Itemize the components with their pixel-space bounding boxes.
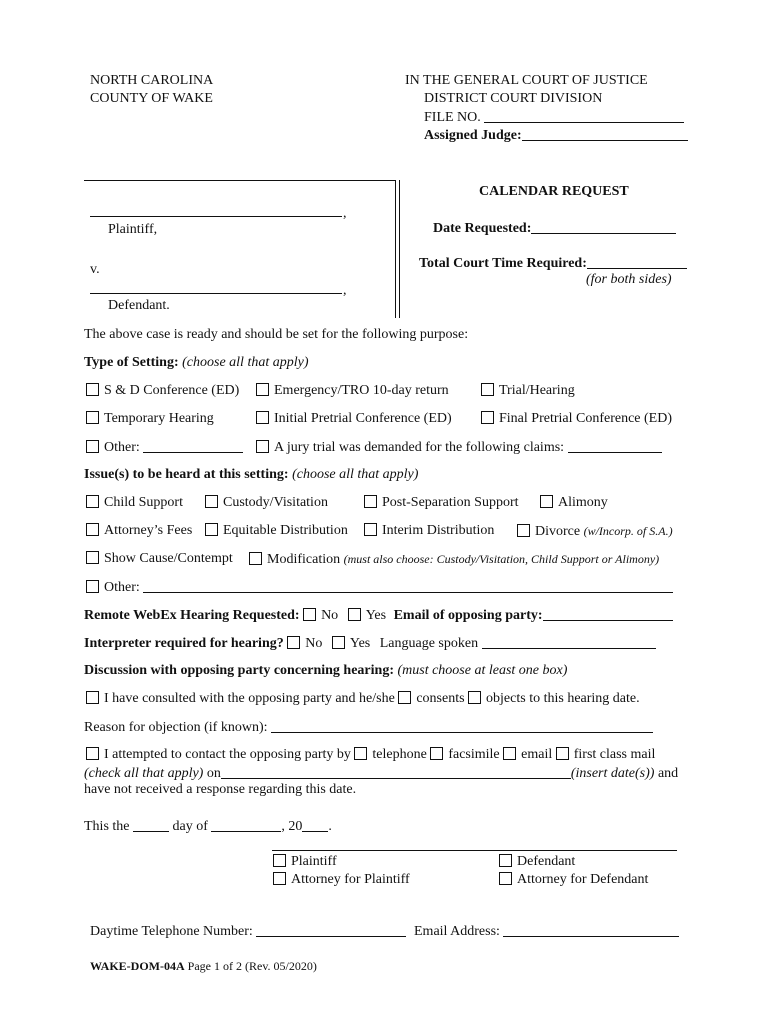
- attempted-label: I attempted to contact the opposing party by: [104, 747, 351, 762]
- email-field[interactable]: [503, 923, 679, 937]
- interpreter-no-checkbox[interactable]: [287, 636, 300, 649]
- temporary-checkbox[interactable]: [86, 411, 99, 424]
- no-response-text: have not received a response regarding this date.: [84, 782, 357, 797]
- jury-label: A jury trial was demanded for the following claims:: [274, 440, 565, 455]
- option-sig-plaintiff[interactable]: [273, 854, 337, 870]
- temporary-label: Temporary Hearing: [104, 411, 214, 426]
- discussion-label: Discussion with opposing party concerning hearing:: [84, 663, 394, 678]
- sig-attorney-plaintiff-label: Attorney for Plaintiff: [291, 872, 410, 887]
- child-support-checkbox[interactable]: [86, 495, 99, 508]
- trial-label: Trial/Hearing: [499, 383, 575, 398]
- attorneys-fees-checkbox[interactable]: [86, 523, 99, 536]
- opposing-email-label: Email of opposing party:: [393, 608, 543, 623]
- consulted-row: [86, 691, 640, 707]
- issues-hint: (choose all that apply): [292, 467, 419, 482]
- other-issue-field[interactable]: [143, 579, 673, 593]
- total-time-field[interactable]: [587, 255, 687, 269]
- divorce-label: Divorce: [535, 524, 581, 539]
- attempted-checkbox[interactable]: [86, 747, 99, 760]
- other-issue-label: Other:: [104, 580, 140, 595]
- day-field[interactable]: [133, 818, 169, 832]
- telephone-label: telephone: [372, 747, 427, 762]
- discussion-hint: (must choose at least one box): [397, 663, 568, 678]
- plaintiff-name-line[interactable]: [90, 216, 342, 217]
- post-separation-label: Post-Separation Support: [382, 495, 519, 510]
- judge-field[interactable]: [522, 127, 688, 141]
- modification-note: (must also choose: Custody/Visitation, Child Support or Alimony): [343, 552, 660, 566]
- caption-right-rule-1: [395, 180, 396, 318]
- phone-label: Daytime Telephone Number:: [90, 924, 253, 939]
- attempt-dates-field[interactable]: [221, 765, 571, 779]
- option-attorneys-fees[interactable]: [86, 523, 192, 539]
- attorneys-fees-label: Attorney’s Fees: [104, 523, 193, 538]
- emergency-label: Emergency/TRO 10-day return: [274, 383, 449, 398]
- option-final-pretrial[interactable]: [481, 411, 672, 427]
- defendant-name-line[interactable]: [90, 293, 342, 294]
- other-setting-checkbox[interactable]: [86, 440, 99, 453]
- telephone-checkbox[interactable]: [354, 747, 367, 760]
- jury-claims-field[interactable]: [568, 439, 662, 453]
- day-of-label: day of: [172, 819, 208, 834]
- sd-conference-checkbox[interactable]: [86, 383, 99, 396]
- other-issue-checkbox[interactable]: [86, 580, 99, 593]
- final-pretrial-label: Final Pretrial Conference (ED): [499, 411, 672, 426]
- option-child-support[interactable]: [86, 495, 183, 511]
- other-setting-label: Other:: [104, 440, 140, 455]
- caption-right-rule-2: [399, 180, 400, 318]
- email-label: Email Address:: [414, 924, 500, 939]
- equitable-label: Equitable Distribution: [223, 523, 348, 538]
- phone-field[interactable]: [256, 923, 406, 937]
- initial-pretrial-label: Initial Pretrial Conference (ED): [274, 411, 452, 426]
- initial-pretrial-checkbox[interactable]: [256, 411, 269, 424]
- year-prefix: 20: [288, 819, 303, 834]
- this-the-label: This the: [84, 819, 130, 834]
- facsimile-label: facsimile: [448, 747, 500, 762]
- option-other-issue[interactable]: [86, 579, 673, 596]
- option-sig-attorney-defendant[interactable]: [499, 872, 648, 888]
- remote-yes-label: Yes: [365, 608, 387, 623]
- option-trial[interactable]: [481, 383, 575, 399]
- alimony-checkbox[interactable]: [540, 495, 553, 508]
- option-sd-conference[interactable]: [86, 383, 239, 399]
- discussion-heading: [84, 663, 567, 679]
- division-label: DISTRICT COURT DIVISION: [424, 91, 603, 106]
- option-interim[interactable]: [364, 523, 494, 539]
- phone-row: [90, 923, 406, 940]
- jury-checkbox[interactable]: [256, 440, 269, 453]
- option-alimony[interactable]: [540, 495, 608, 511]
- interim-label: Interim Distribution: [382, 523, 495, 538]
- date-line: This the day of , 20 .: [84, 819, 332, 834]
- interpreter-label: Interpreter required for hearing?: [84, 636, 284, 651]
- on-label: on: [206, 766, 221, 781]
- page-info: Page 1 of 2 (Rev. 05/2020): [187, 959, 317, 973]
- custody-label: Custody/Visitation: [223, 495, 328, 510]
- reason-row: [84, 719, 653, 736]
- post-separation-checkbox[interactable]: [364, 495, 377, 508]
- option-other-setting[interactable]: [86, 439, 243, 456]
- option-post-separation[interactable]: [364, 495, 519, 511]
- year-field[interactable]: [302, 818, 328, 832]
- month-field[interactable]: [211, 818, 281, 832]
- remote-label: Remote WebEx Hearing Requested:: [84, 608, 300, 623]
- divorce-checkbox[interactable]: [517, 524, 530, 537]
- and-label: and: [657, 766, 679, 781]
- remote-row: [84, 607, 673, 624]
- option-show-cause[interactable]: [86, 551, 233, 567]
- date-period: .: [328, 819, 332, 834]
- language-label: Language spoken: [379, 636, 479, 651]
- form-id: WAKE-DOM-04A: [90, 959, 185, 973]
- equitable-checkbox[interactable]: [205, 523, 218, 536]
- email-method-label: email: [521, 747, 553, 762]
- reason-field[interactable]: [271, 719, 653, 733]
- versus-label: v.: [90, 262, 100, 277]
- first-class-label: first class mail: [573, 747, 656, 762]
- option-temporary[interactable]: [86, 411, 214, 427]
- date-requested-row: [433, 220, 676, 237]
- modification-checkbox[interactable]: [249, 552, 262, 565]
- opposing-email-field[interactable]: [543, 607, 673, 621]
- judge-row: [424, 127, 688, 144]
- issues-label: Issue(s) to be heard at this setting:: [84, 467, 289, 482]
- consents-checkbox[interactable]: [398, 691, 411, 704]
- sig-plaintiff-checkbox[interactable]: [273, 854, 286, 867]
- show-cause-checkbox[interactable]: [86, 551, 99, 564]
- interpreter-yes-checkbox[interactable]: [332, 636, 345, 649]
- sig-attorney-defendant-checkbox[interactable]: [499, 872, 512, 885]
- intro-text: The above case is ready and should be set for the following purpose:: [84, 327, 469, 342]
- sig-defendant-checkbox[interactable]: [499, 854, 512, 867]
- final-pretrial-checkbox[interactable]: [481, 411, 494, 424]
- trial-checkbox[interactable]: [481, 383, 494, 396]
- option-modification[interactable]: [249, 551, 659, 568]
- first-class-checkbox[interactable]: [556, 747, 569, 760]
- plaintiff-label: Plaintiff,: [108, 222, 158, 237]
- objects-label: objects to this hearing date.: [486, 691, 640, 706]
- judge-label: Assigned Judge:: [424, 128, 522, 143]
- insert-dates-note: (insert date(s)): [570, 766, 655, 781]
- option-sig-attorney-plaintiff[interactable]: [273, 872, 410, 888]
- option-emergency[interactable]: [256, 383, 449, 399]
- other-setting-field[interactable]: [143, 439, 243, 453]
- footer: [90, 958, 317, 974]
- court-label: IN THE GENERAL COURT OF JUSTICE: [405, 73, 648, 88]
- sig-defendant-label: Defendant: [517, 854, 576, 869]
- language-field[interactable]: [482, 635, 656, 649]
- remote-no-checkbox[interactable]: [303, 608, 316, 621]
- county-label: COUNTY OF WAKE: [90, 91, 213, 106]
- option-jury[interactable]: [256, 439, 662, 456]
- consulted-label: I have consulted with the opposing party and he/she: [104, 691, 395, 706]
- modification-label: Modification: [267, 552, 341, 567]
- alimony-label: Alimony: [558, 495, 608, 510]
- file-no-row: [424, 109, 684, 126]
- both-sides-note: (for both sides): [586, 272, 672, 287]
- issues-heading: [84, 467, 418, 483]
- reason-label: Reason for objection (if known):: [84, 720, 268, 735]
- interpreter-yes-label: Yes: [349, 636, 371, 651]
- option-equitable[interactable]: [205, 523, 348, 539]
- remote-no-label: No: [321, 608, 339, 623]
- signature-line[interactable]: [272, 850, 677, 851]
- interim-checkbox[interactable]: [364, 523, 377, 536]
- file-no-label: FILE NO.: [424, 110, 481, 125]
- file-no-field[interactable]: [484, 109, 684, 123]
- objects-checkbox[interactable]: [468, 691, 481, 704]
- sig-attorney-plaintiff-checkbox[interactable]: [273, 872, 286, 885]
- consents-label: consents: [416, 691, 465, 706]
- defendant-comma: ,: [343, 283, 347, 298]
- total-time-label: Total Court Time Required:: [419, 256, 587, 271]
- plaintiff-comma: ,: [343, 206, 347, 221]
- page-title: CALENDAR REQUEST: [479, 184, 629, 199]
- option-initial-pretrial[interactable]: [256, 411, 452, 427]
- child-support-label: Child Support: [104, 495, 183, 510]
- email-row: [414, 923, 679, 940]
- interpreter-no-label: No: [305, 636, 323, 651]
- option-sig-defendant[interactable]: [499, 854, 575, 870]
- remote-yes-checkbox[interactable]: [348, 608, 361, 621]
- show-cause-label: Show Cause/Contempt: [104, 551, 233, 566]
- option-divorce[interactable]: [517, 523, 673, 540]
- interpreter-row: [84, 635, 656, 652]
- attempted-dates-row: [84, 765, 678, 782]
- consulted-checkbox[interactable]: [86, 691, 99, 704]
- date-requested-label: Date Requested:: [433, 221, 532, 236]
- date-requested-field[interactable]: [531, 220, 676, 234]
- sig-plaintiff-label: Plaintiff: [291, 854, 337, 869]
- divorce-note: (w/Incorp. of S.A.): [583, 524, 673, 538]
- defendant-label: Defendant.: [108, 298, 170, 313]
- caption-top-rule: [84, 180, 396, 181]
- state-label: NORTH CAROLINA: [90, 73, 214, 88]
- facsimile-checkbox[interactable]: [430, 747, 443, 760]
- type-setting-label: Type of Setting:: [84, 355, 179, 370]
- sd-conference-label: S & D Conference (ED): [104, 383, 240, 398]
- email-checkbox[interactable]: [503, 747, 516, 760]
- total-time-row: [419, 255, 687, 272]
- check-all-note: (check all that apply): [84, 766, 204, 781]
- custody-checkbox[interactable]: [205, 495, 218, 508]
- option-custody[interactable]: [205, 495, 328, 511]
- emergency-checkbox[interactable]: [256, 383, 269, 396]
- type-setting-hint: (choose all that apply): [182, 355, 309, 370]
- sig-attorney-defendant-label: Attorney for Defendant: [517, 872, 649, 887]
- type-setting-heading: [84, 355, 309, 371]
- attempted-row: [86, 747, 655, 763]
